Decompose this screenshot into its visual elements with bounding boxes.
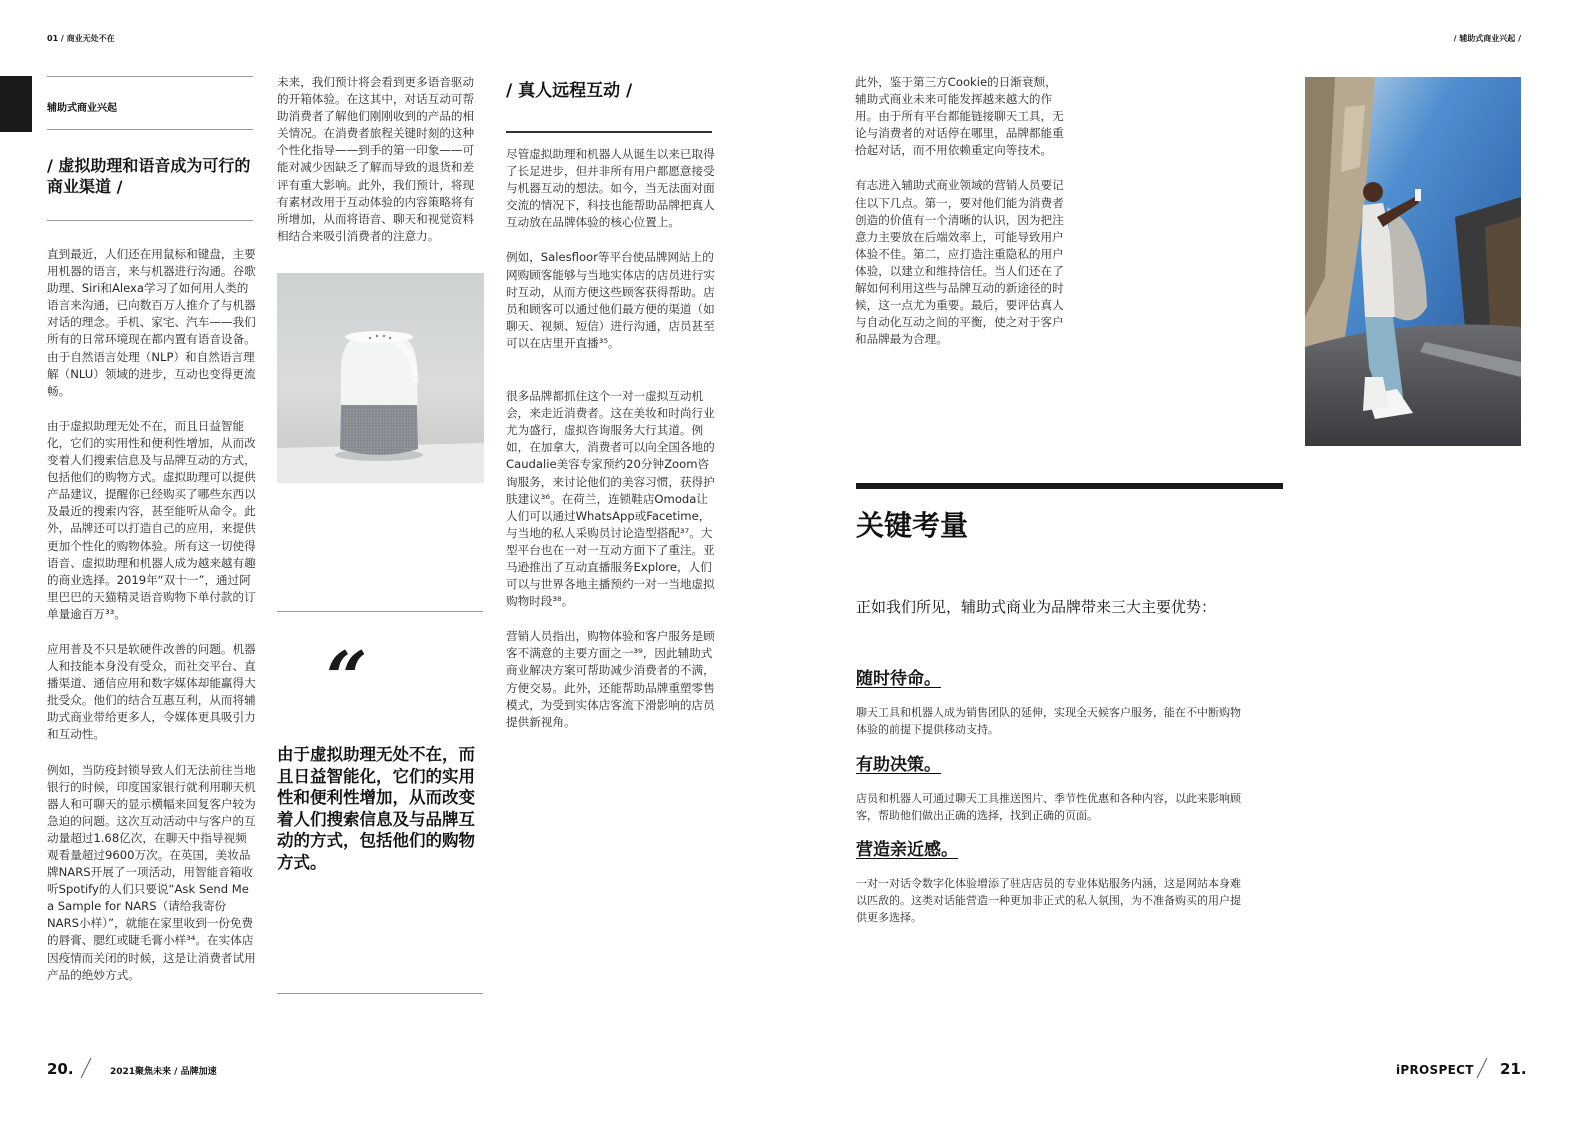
col3-rule [506,131,712,133]
col4-paragraph-2: 有志进入辅助式商业领域的营销人员要记住以下几点。第一，要对他们能为消费者创造的价值有一个清晰的认识，因为把注意力主要放在后端效率上，可能导致用户体验不佳。第二，应打造注重隐私的用户体验，以建立和维持信任。当人们还在了解如何利用这些与品牌互动的新途径的时候，这一点尤为重要。最后，要评估真人与自动化互动之间的平衡，使之对于客户和品牌最为合理。 [855,178,1064,347]
col1-paragraph-3: 应用普及不只是软硬件改善的问题。机器人和技能本身没有受众，而社交平台、直播渠道、通信应用和数字媒体却能赢得大批受众。他们的结合互惠互利，从而将辅助式商业带给更多人，令媒体更具吸引力和互动性。 [47,641,256,742]
sidebar-label: 辅助式商业兴起 [47,103,117,114]
col4-paragraph-1: 此外，鉴于第三方Cookie的日渐衰颓，辅助式商业未来可能发挥越来越大的作用。由于所有平台都能链接聊天工具，无论与消费者的对话停在哪里，品牌都能重拾起对话，而不用依赖重定向等技术。 [855,75,1064,158]
col3-paragraph-4: 营销人员指出，购物体验和客户服务是顾客不满意的主要方面之一³⁹，因此辅助式商业解决方案可帮助减少消费者的不满，方便交易。此外，还能帮助品牌重塑零售模式，为受到实体店客流下滑影响的店员提供新视角。 [506,629,715,729]
page-number-right: 21. [1500,1060,1527,1078]
col3-title: / 真人远程互动 / [506,81,633,101]
col4-body [855,74,1065,366]
quote-bottom-rule [277,993,483,994]
quote-mark: “ [326,635,368,720]
key-item-text: 聊天工具和机器人成为销售团队的延伸，实现全天候客户服务，能在不中断购物体验的前提下提供移动支持。 [856,706,1241,736]
footer-slash-left [78,1056,94,1080]
col1-paragraph-4: 例如，当防疫封锁导致人们无法前往当地银行的时候，印度国家银行就利用聊天机器人和可聊天的显示横幅来回复客户较为急迫的问题。这次互动活动中与客户的互动量超过1.68亿次，在聊天中指导视频观看量超过9600万次。在英国，美妆品牌NARS开展了一项活动，用智能音箱收听Spotify的人们只要说“Ask Send Me a Sample for NARS（请给我寄份NARS小样）”，就能在家里收到一份免费的唇膏、腮红或睫毛膏小样³⁴。在实体店因疫情而关闭的时候，这是让消费者试用产品的绝妙方式。 [47,762,256,982]
col1-paragraph-2: 由于虚拟助理无处不在，而且日益智能化，它们的实用性和便利性增加，从而改变着人们搜索信息及与品牌互动的方式，包括他们的购物方式。虚拟助理可以提供产品建议，提醒你已经购买了哪些东西以及最近的搜索内容，甚至能听从命令。此外，品牌还可以打造自己的应用，来提供更加个性化的购物体验。所有这一切使得语音、虚拟助理和机器人成为越来越有趣的商业选择。2019年“双十一”，通过阿里巴巴的天猫精灵语音购物下单付款的订单量逾百万³³。 [47,418,256,621]
col1-body [47,246,256,1002]
key-item-heading: 随时待命。 [856,669,941,689]
header-right: / 辅助式商业兴起 / [1453,34,1521,43]
footer-slash-right [1474,1056,1490,1080]
col1-top-rule [47,76,253,77]
key-item-3 [856,835,1246,926]
key-bar [856,483,1283,489]
brand-logo: iPROSPECT [1396,1063,1474,1077]
col1-rule-3 [47,220,253,221]
key-item-heading: 营造亲近感。 [856,840,958,860]
col3-body [506,146,715,749]
section-tab [0,76,32,132]
smart-speaker-image [277,273,484,483]
col3-paragraph-2: 例如，Salesfloor等平台使品牌网站上的网购顾客能够与当地实体店的店员进行实时互动，从而方便这些顾客获得帮助。店员和顾客可以通过他们最方便的渠道（如聊天、视频、短信）进行沟通，店员甚至可以在店里开直播³⁵。 [506,250,715,350]
key-item-text: 店员和机器人可通过聊天工具推送图片、季节性优惠和各种内容，以此来影响顾客，帮助他们做出正确的选择，找到正确的页面。 [856,792,1241,822]
col3-paragraph-3: 很多品牌都抓住这个一对一虚拟互动机会，来走近消费者。这在美妆和时尚行业尤为盛行，虚拟咨询服务大行其道。例如，在加拿大，消费者可以向全国各地的Caudalie美容专家预约20分钟Zoom咨询服务，来讨论他们的美容习惯，获得护肤建议³⁶。在荷兰，连锁鞋店Omoda让人们可以通过WhatsApp或Facetime，与当地的私人采购员讨论造型搭配³⁷。大型平台也在一对一互动方面下了重注。亚马逊推出了互动直播服务Explore，人们可以与世界各地主播预约一对一当地虚拟购物时段³⁸。 [506,389,715,609]
quote-top-rule [277,611,483,612]
col2-body [277,74,485,263]
header-left: 01 / 商业无处不在 [47,34,115,43]
key-item-text: 一对一对话令数字化体验增添了驻店店员的专业体贴服务内涵，这是网站本身难以匹敌的。这类对话能营造一种更加非正式的私人氛围，为不准备购买的用户提供更多选择。 [856,877,1241,924]
key-item-heading: 有助决策。 [856,755,941,775]
person-street-illustration [1305,77,1521,446]
col2-paragraph-1: 未来，我们预计将会看到更多语音驱动的开箱体验。在这其中，对话互动可帮助消费者了解他们刚刚收到的产品的相关情况。在消费者旅程关键时刻的这种个性化指导——到手的第一印象——可能对减少因缺乏了解而导致的退货和差评有重大影响。此外，我们预计，将现有素材改用于互动体验的内容策略将有所增加，从而将语音、聊天和视觉资料相结合来吸引消费者的注意力。 [277,75,475,243]
key-item-1 [856,664,1246,738]
key-title: 关键考量 [856,509,969,542]
sidebar-subtitle: / 虚拟助理和语音成为可行的商业渠道 / [47,156,251,196]
col1-paragraph-1: 直到最近，人们还在用鼠标和键盘，主要用机器的语言，来与机器进行沟通。谷歌助理、Siri和Alexa学习了如何用人类的语言来沟通，已向数百万人推介了与机器对话的理念。手机、家宅、汽车——我们所有的日常环境现在都内置有语音设备。由于自然语言处理（NLP）和自然语言理解（NLU）领域的进步，互动也变得更流畅。 [47,247,256,398]
pull-quote: 由于虚拟助理无处不在，而且日益智能化，它们的实用性和便利性增加，从而改变着人们搜索信息及与品牌互动的方式，包括他们的购物方式。 [277,745,475,872]
col3-paragraph-1: 尽管虚拟助理和机器人从诞生以来已取得了长足进步，但并非所有用户都愿意接受与机器互动的想法。如今，当无法面对面交流的情况下，科技也能帮助品牌把真人互动放在品牌体验的核心位置上。 [506,147,715,230]
page-number-left: 20. [47,1060,74,1078]
smart-speaker-illustration [277,273,484,483]
street-photo [1305,77,1521,446]
publication-title: 2021聚焦未来 / 品牌加速 [110,1067,217,1077]
col1-rule-2 [47,129,253,130]
key-intro: 正如我们所见，辅助式商业为品牌带来三大主要优势： [856,598,1217,616]
key-item-2 [856,750,1246,824]
